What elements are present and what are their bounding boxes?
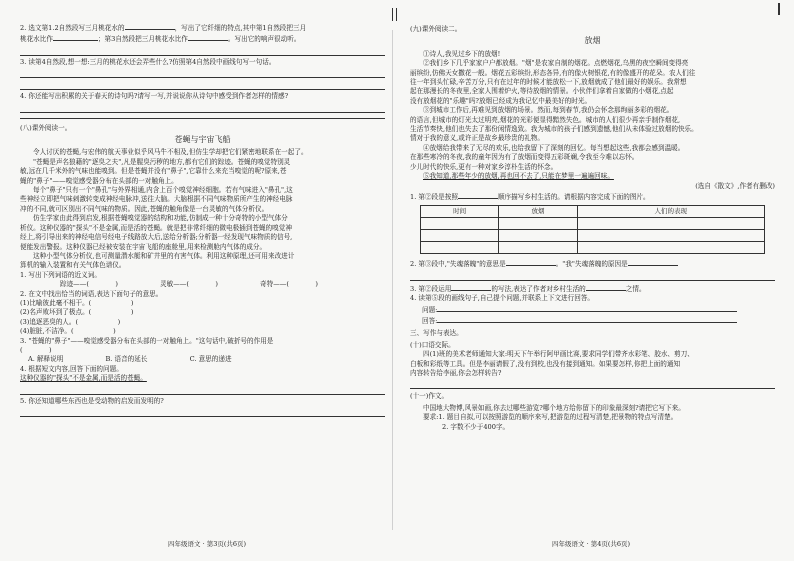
paragraph-3-line: 便能发出警报。这种仪器已经被安装在宇宙飞船的座舱里,用来检测舱内气体的成分。 (20, 242, 267, 251)
paragraph-4-line: 少儿时代的快乐,更有一种对家乡淳朴生活的怀念。 (410, 162, 558, 171)
question-input[interactable] (437, 304, 737, 312)
question-2-line-2: 桃花水比作 ；第3自然段把三月桃花水比作 。写出它的响声很动听。 (20, 35, 301, 44)
composition-prompt-line: 要求:1. 题目自拟,可以按照游览的顺序来写,把游览的过程写清楚,把景物的特点写清楚。 (423, 413, 678, 422)
answer-line[interactable] (20, 385, 385, 395)
left-page-footer: 四年级语文 · 第3页(共6页) (168, 540, 247, 548)
right-page-footer: 四年级语文 · 第4页(共6页) (552, 540, 631, 548)
table-cell[interactable] (499, 230, 577, 242)
table-cell[interactable] (421, 242, 499, 254)
paragraph-1-line: 令人讨厌的苍蝇,与宏伟的航天事业似乎风马牛不相及,但仿生学却把它们紧密地联系在一起了。 (33, 148, 308, 157)
paragraph-4-line: 这种小型气体分析仪,也可测量潜水艇和矿井里的有害气体。利用这种原理,还可用来改进计 (33, 251, 295, 260)
answer-line[interactable] (20, 46, 385, 56)
paragraph-3-line: 生活节奏快,他们也失去了那份闲情逸致。我为城市的孩子们感到遗憾,他们从未体验过放烟的快乐。 (410, 125, 698, 134)
table-cell[interactable] (577, 218, 764, 230)
section-3-heading: 三、写作与表达。 (410, 329, 463, 338)
table-row (421, 230, 765, 242)
reading-question-2: 2. 在文中找出恰当的词语,表达下面句子的意思。 (20, 289, 163, 298)
reading-question-4-quote: 这种仪器的"探头"不是金属,而是活的苍蝇。 (20, 374, 147, 383)
paragraph-1-line: ①诗人,我见过乡下的放烟! (423, 49, 501, 58)
paragraph-3-line: 经上,将引导出来的神经电信号经电子线路放大后,送给分析器;分析器一经发现气味物质的信号, (20, 233, 293, 242)
reading-question-5: 5. 你还知道哪些东西也是受动物的启发而发明的? (20, 396, 164, 405)
paragraph-2-line: 每个"鼻子"只有一个"鼻孔"与外界相通,内含上百个嗅觉神经细胞。若有气味进入"鼻孔",这 (33, 186, 293, 195)
answer-blank[interactable] (458, 191, 498, 199)
source-note: (选自《散文》,作者有删改) (695, 181, 775, 190)
reading-question-2: 2. 第③段中,"失魂落魄"的意思是 。"我"失魂落魄的原因是 (410, 258, 775, 269)
paragraph-2-line: 没有放烟花的"乐趣"吗?放烟已经成为我记忆中最美好的时光。 (410, 96, 592, 105)
paragraph-1-line: 敏,远在几千米外的气味也能嗅到。但是苍蝇并没有"鼻子",它靠什么来充当嗅觉的呢?原来,苍 (20, 167, 287, 176)
table-row (421, 218, 765, 230)
question-2-line-1: 2. 选文第1.2自然段写三月桃花水的 ，写出了它纤细的特点,其中第1自然段把三月 (20, 24, 307, 32)
synonym-options (20, 280, 385, 289)
paragraph-1-line: "苍蝇是声名狼藉的"逐臭之夫",凡是腥臭污秽的地方,都有它们的踪迹。苍蝇的嗅觉特别灵 (33, 157, 291, 166)
section-9-heading: (九)课外阅读二。 (410, 25, 462, 33)
answer-table (420, 205, 765, 254)
composition-prompt-line: 2. 字数不少于400字。 (442, 422, 510, 431)
right-page (410, 22, 775, 432)
answer-line[interactable] (20, 103, 385, 113)
phrase-item[interactable]: (4)脏脏,不洁净。( ) (20, 327, 116, 336)
paragraph-3-line: 仿生学家由此得到启发,根据苍蝇嗅觉器的结构和功能,仿制成一种十分奇特的小型气体分 (33, 214, 288, 223)
reading-question-1: 1. 第②段是按照 顺序描写乡村生活的。请根据内容完成下面的图片。 (410, 192, 650, 201)
corner-mark (778, 3, 780, 15)
phrase-item[interactable]: (2)名声败坏到了极点。( ) (20, 308, 134, 317)
table-row (421, 242, 765, 254)
answer-input[interactable] (437, 315, 737, 323)
reading-question-1: 1. 写出下列词语的近义词。 (20, 270, 101, 279)
paragraph-3-line: 析仪。这种仪器的"探头"不是金属,而是活的苍蝇。就是把非常纤细的微电极插到苍蝇的嗅觉神 (20, 223, 292, 232)
article-title: 苍蝇与宇宙飞船 (174, 135, 231, 145)
paragraph-2-line: 冲的不同,就可区别出不同气味的物质。因此,苍蝇的触角像是一台灵敏的气体分析仪。 (20, 204, 269, 213)
reading-question-4: 4. 读第⑤段的画线句子,自己提个问题,并联系上下文进行回答。 (410, 294, 595, 303)
answer-blank[interactable] (586, 283, 626, 291)
table-header: 放烟 (499, 206, 577, 218)
oral-prompt-line: 白板和彩纸等工具。但是李丽请假了,没有到校,也没有接到通知。如果要怎样,你把上面的通知 (410, 359, 681, 368)
paragraph-5-line: ⑤我知道,那些年少的放烟,再也回不去了,只能在梦里一遍遍回味。 (423, 172, 614, 181)
reading-question-3: 3. 第②段运用 的写法,表达了作者对乡村生活的 之情。 (410, 284, 646, 293)
answer-blank[interactable] (628, 258, 678, 266)
oral-prompt-line: 内容转告给李丽,你会怎样转告? (410, 368, 502, 377)
question-3: 3. 读第4自然段,想一想:三月的桃花水还会弄些什么?仿照第4自然段中画线句写一句话。 (20, 57, 276, 66)
synonym-item[interactable]: 灵敏——( ) (160, 280, 218, 289)
answer-line[interactable] (410, 271, 775, 281)
section-8-heading: (八)课外阅读一。 (20, 123, 72, 132)
reading-question-3-blank[interactable]: ( ) (20, 345, 52, 354)
table-cell[interactable] (499, 218, 577, 230)
table-cell[interactable] (577, 242, 764, 254)
synonym-item[interactable]: 奇特——( ) (260, 280, 318, 289)
paragraph-4-line: 算机的输入装置和有关气体色谱仪。 (20, 261, 126, 270)
choice-options (20, 355, 385, 364)
oral-prompt-line: 四(1)班的美术老师通知大家:明天下午举行阿甲画比赛,要求同学们带齐水彩笔、胶水、剪刀、 (423, 350, 694, 359)
paragraph-4-line: 在那些寒冷的冬夜,我的童年因为有了放烟而变得五彩斑斓,令我至今难以忘怀。 (410, 153, 639, 162)
table-cell[interactable] (499, 242, 577, 254)
paragraph-2-line: 起在那漫长的冬夜里,全家人围着炉火,等待放烟的情景。小伙伴们拿着自家做的小烟花,点起 (410, 87, 674, 96)
reading-question-4: 4. 根据短文内容,回答下面的问题。 (20, 364, 123, 373)
paragraph-3-line: 情对于我的意义,或许正是故乡最珍贵的礼物。 (410, 134, 544, 143)
left-page (20, 22, 385, 419)
paragraph-2-line: ②我们乡下几乎家家户户都放烟。"烟"是农家自制的烟花。点燃烟花,乌黑的夜空瞬间变得亮 (423, 59, 689, 68)
paragraph-2-line: 往一年到头忙碌,辛苦万分,只有在过年的时候才能放松一下,放烟就成了他们最好的娱乐。我常想 (410, 78, 687, 87)
paragraph-4-line: ④放烟给我带来了无尽的欢乐,也给我留下了深刻的回忆。每当想起这些,我都会感到温暖。 (423, 143, 685, 152)
answer-field: 回答: (410, 315, 775, 326)
section-10-heading: (十)口语交际。 (410, 340, 455, 349)
choice-a[interactable]: A. 解释说明 (28, 355, 64, 364)
binding-mark (392, 8, 397, 21)
paragraph-3-line: 的语言,但城市的灯光太过明亮,烟花的光彩便显得黯然失色。城市的人们很少再亲手制作烟花, (410, 115, 681, 124)
answer-line[interactable] (20, 80, 385, 90)
answer-blank[interactable] (451, 283, 491, 291)
reading-question-3: 3. "苍蝇的"鼻子"——嗅觉感受器分布在头部的一对触角上。"这句话中,破折号的作用是 (20, 336, 274, 345)
paragraph-3-line: ③到城市工作后,再难见到放烟的场景。然而,每到春节,我仍会怀念那绚丽多彩的烟花。 (423, 106, 674, 115)
table-cell[interactable] (421, 230, 499, 242)
composition-prompt-line: 中国地大物博,风景如画,你去过哪些游览?哪个地方给你留下的印象最深刻?请把它写下来。 (423, 403, 685, 412)
table-cell[interactable] (421, 218, 499, 230)
table-cell[interactable] (577, 230, 764, 242)
section-divider (20, 118, 385, 119)
phrase-item[interactable]: (1)比喻彼此毫不相干。( ) (20, 298, 134, 307)
answer-line[interactable] (410, 379, 775, 389)
answer-blank[interactable] (188, 33, 228, 41)
answer-blank[interactable] (53, 33, 98, 41)
answer-line[interactable] (20, 68, 385, 78)
paragraph-2-line: 丽缤纷,仿佛天女撒花一般。烟花五彩缤纷,形态各异,有的像火树银花,有的像盛开的花朵。农人们往 (410, 68, 696, 77)
choice-c[interactable]: C. 意思的递进 (189, 355, 232, 364)
phrase-item[interactable]: (3)追逐恶臭的人。( ) (20, 317, 121, 326)
table-header: 时间 (421, 206, 499, 218)
article-title: 放烟 (584, 36, 601, 46)
paragraph-2-line: 些神经立即把气味刺激转变成神经电脉冲,送往大脑。大脑根据不同气味物质所产生的神经电脉 (20, 195, 293, 204)
answer-line[interactable] (20, 407, 385, 417)
answer-blank[interactable] (506, 258, 556, 266)
question-4: 4. 你还能写出积累的关于春天的诗句吗?请写一写,并说说你从诗句中感受到作者怎样的情感? (20, 92, 289, 101)
section-11-heading: (十一)作文。 (410, 392, 449, 401)
choice-b[interactable]: B. 语音的延长 (105, 355, 148, 364)
page-divider (392, 30, 393, 530)
table-header: 人们的表现 (577, 206, 764, 218)
paragraph-1-line: 蝇的"鼻子"——嗅觉感受器分布在头部的一对触角上。 (20, 176, 178, 185)
answer-blank[interactable] (125, 22, 175, 30)
synonym-item[interactable]: 踪迹——( ) (60, 280, 118, 289)
question-field: 问题: (410, 304, 775, 315)
